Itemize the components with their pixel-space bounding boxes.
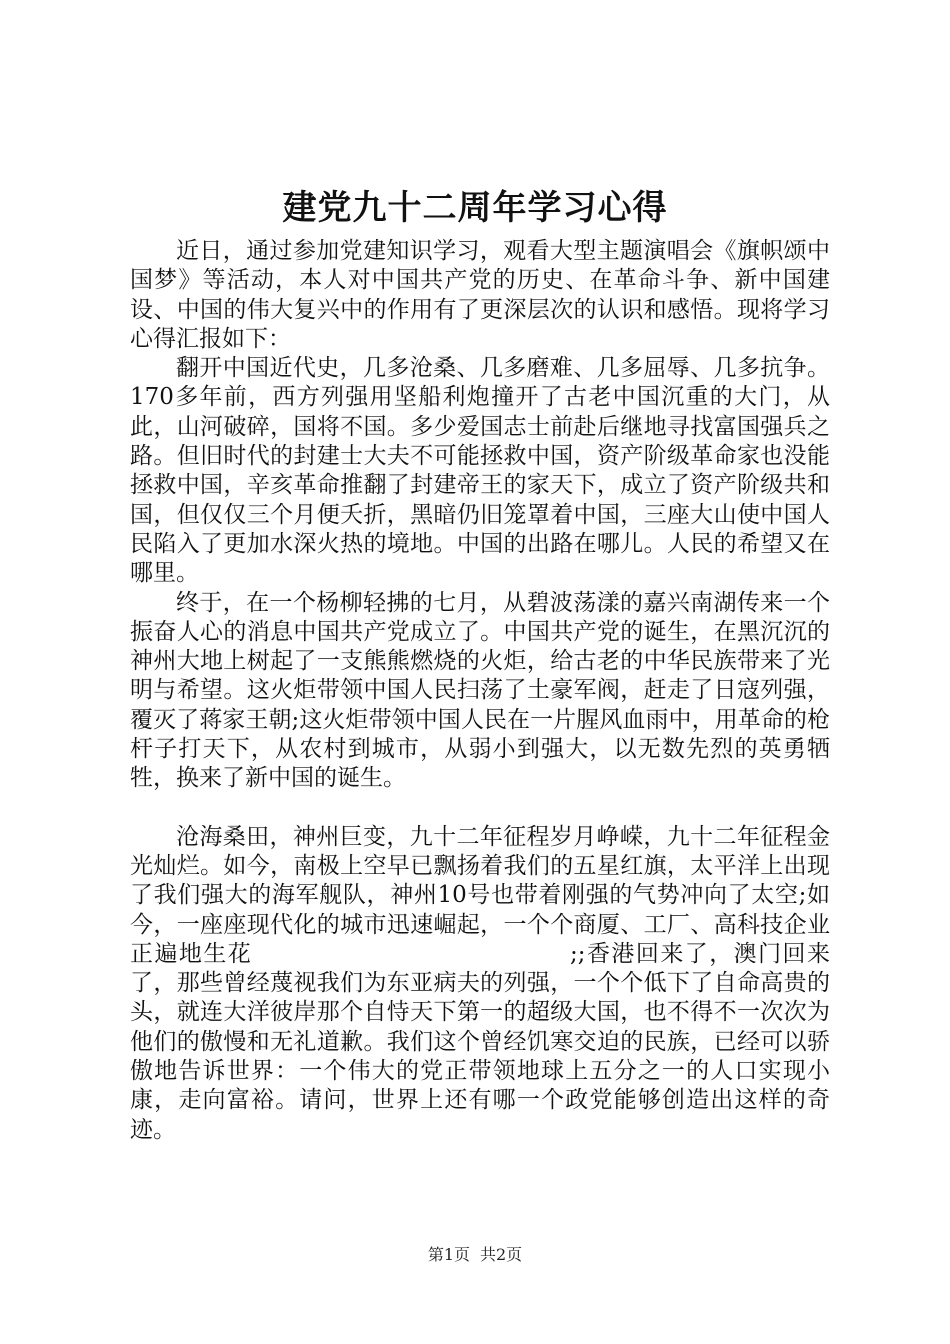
paragraph-intro: 近日，通过参加党建知识学习，观看大型主题演唱会《旗帜颂中国梦》等活动，本人对中国共产党的历史、在革命斗争、新中国建设、中国的伟大复兴中的作用有了更深层次的认识和感悟。现将学习心得汇报如下： bbox=[130, 238, 830, 352]
paragraph-achievements: 沧海桑田，神州巨变，九十二年征程岁月峥嵘，九十二年征程金光灿烂。如今，南极上空早已飘扬着我们的五星红旗，太平洋上出现了我们强大的海军舰队，神州10号也带着刚强的气势冲向了太空;如今，一座座现代化的城市迅速崛起，一个个商厦、工厂、高科技企业正遍地生花 ;;香港回来了，澳门回来了，那些曾经蔑视我们为东亚病夫的列强，一个个低下了自命高贵的头，就连大洋彼岸那个自恃天下第一的超级大国，也不得不一次次为他们的傲慢和无礼道歉。我们这个曾经饥寒交迫的民族，已经可以骄傲地告诉世界：一个伟大的党正带领地球上五分之一的人口实现小康，走向富裕。请问，世界上还有哪一个政党能够创造出这样的奇迹。 bbox=[130, 823, 830, 1143]
current-page-label: 第1页 bbox=[427, 1245, 470, 1264]
document-title: 建党九十二周年学习心得 bbox=[282, 188, 668, 228]
document-body bbox=[130, 237, 830, 1145]
paragraph-modern-history: 翻开中国近代史，几多沧桑、几多磨难、几多屈辱、几多抗争。170多年前，西方列强用坚船利炮撞开了古老中国沉重的大门，从此，山河破碎，国将不国。多少爱国志士前赴后继地寻找富国强兵之路。但旧时代的封建士大夫不可能拯救中国，资产阶级革命家也没能拯救中国，辛亥革命推翻了封建帝王的家天下，成立了资产阶级共和国，但仅仅三个月便夭折，黑暗仍旧笼罩着中国，三座大山使中国人民陷入了更加水深火热的境地。中国的出路在哪儿。人民的希望又在哪里。 bbox=[130, 355, 830, 587]
page-number-footer bbox=[0, 1245, 950, 1265]
paragraph-party-founding: 终于，在一个杨柳轻拂的七月，从碧波荡漾的嘉兴南湖传来一个振奋人心的消息中国共产党成立了。中国共产党的诞生，在黑沉沉的神州大地上树起了一支熊熊燃烧的火炬，给古老的中华民族带来了光明与希望。这火炬带领中国人民扫荡了土豪军阀，赶走了日寇列强，覆灭了蒋家王朝;这火炬带领中国人民在一片腥风血雨中，用革命的枪杆子打天下，从农村到城市，从弱小到强大，以无数先烈的英勇牺牲，换来了新中国的诞生。 bbox=[130, 589, 830, 792]
total-pages-label: 共2页 bbox=[480, 1245, 523, 1264]
